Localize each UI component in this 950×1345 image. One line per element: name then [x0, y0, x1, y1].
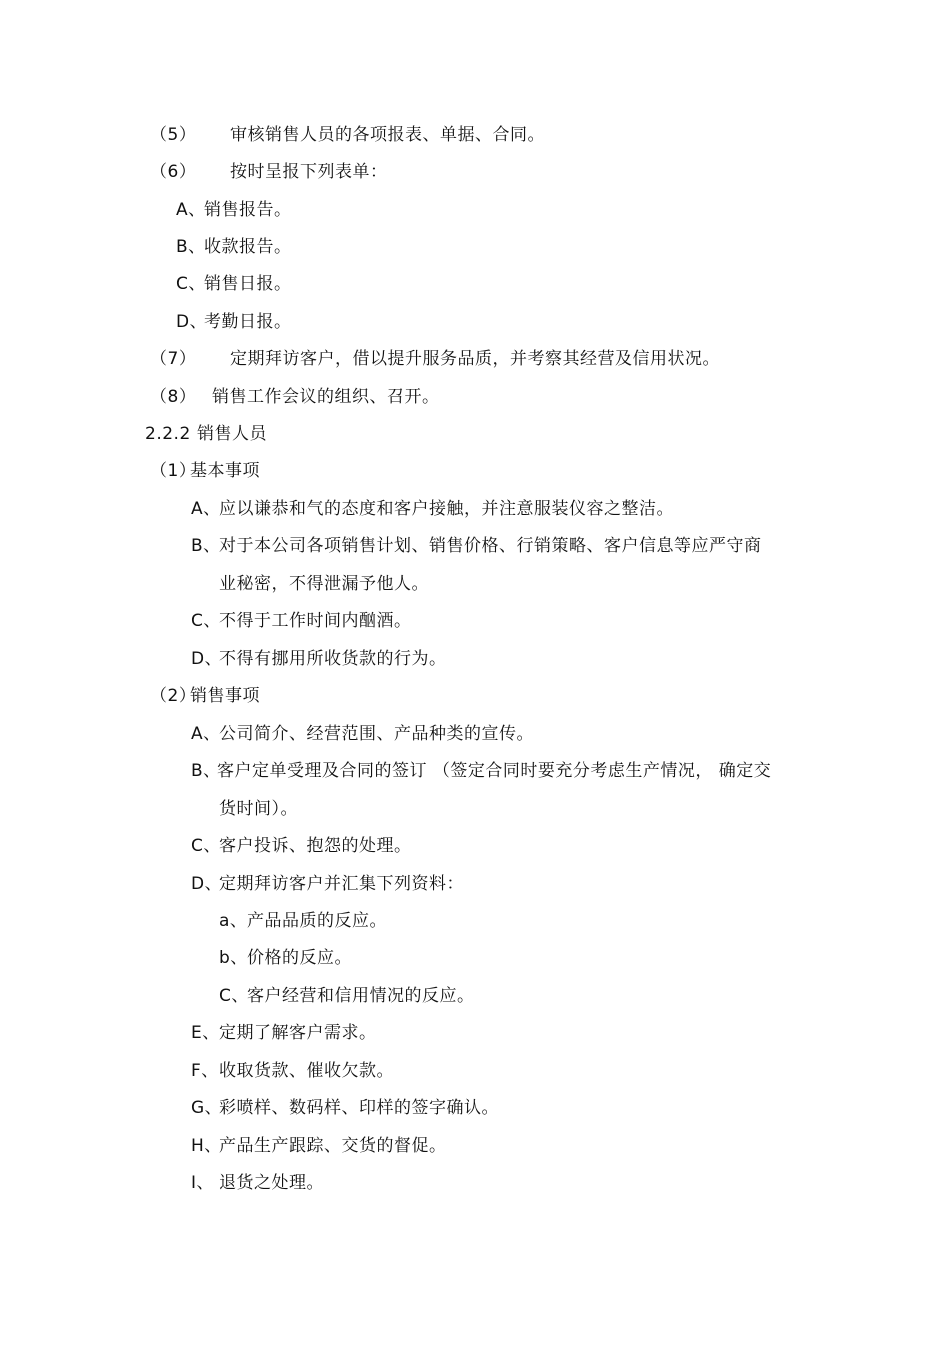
list-item: [176, 236, 292, 258]
list-item: [150, 386, 440, 408]
list-item: [150, 348, 720, 370]
list-item: [219, 985, 475, 1007]
item-marker: G、: [191, 1098, 223, 1118]
list-item: [176, 311, 292, 333]
list-item: [150, 124, 545, 146]
item-marker: （2）: [150, 686, 197, 706]
item-marker: I、: [191, 1173, 215, 1193]
list-item-continuation: [219, 798, 298, 820]
item-text: 产品品质的反应。: [247, 911, 387, 931]
list-item: [150, 161, 388, 183]
item-text: 考勤日报。: [204, 312, 292, 332]
item-text: 货时间）。: [219, 799, 298, 819]
list-item: [219, 910, 387, 932]
item-text: 定期了解客户需求。: [219, 1023, 377, 1043]
item-text: 公司简介、经营范围、产品种类的宣传。: [219, 724, 534, 744]
item-text: 审核销售人员的各项报表、单据、合同。: [230, 125, 545, 145]
list-item: [191, 723, 534, 745]
list-item: [191, 610, 412, 632]
item-marker: （8）: [150, 387, 197, 407]
item-marker: D、: [191, 649, 223, 669]
item-text: 客户投诉、抱怨的处理。: [219, 836, 412, 856]
item-text: 彩喷样、数码样、印样的签字确认。: [219, 1098, 499, 1118]
item-text: 按时呈报下列表单：: [230, 162, 388, 182]
list-item: [191, 535, 762, 557]
item-text: 不得于工作时间内酗酒。: [219, 611, 412, 631]
item-marker: （7）: [150, 349, 197, 369]
item-marker: A、: [191, 499, 221, 519]
item-marker: F、: [191, 1061, 219, 1081]
subsection-heading: [150, 685, 260, 707]
section-heading: [145, 423, 267, 445]
item-text: 基本事项: [190, 461, 260, 481]
item-text: 收款报告。: [204, 237, 292, 257]
item-marker: a、: [219, 911, 248, 931]
item-text: 销售工作会议的组织、召开。: [212, 387, 440, 407]
item-text: 定期拜访客户并汇集下列资料：: [219, 874, 464, 894]
item-marker: C、: [191, 836, 221, 856]
item-text: 客户定单受理及合同的签订 （签定合同时要充分考虑生产情况， 确定交: [217, 761, 772, 781]
subsection-heading: [150, 460, 260, 482]
item-text: 收取货款、催收欠款。: [219, 1061, 394, 1081]
item-text: 业秘密，不得泄漏予他人。: [219, 574, 429, 594]
item-marker: C、: [176, 274, 206, 294]
item-text: 对于本公司各项销售计划、销售价格、行销策略、客户信息等应严守商: [219, 536, 762, 556]
list-item: [176, 199, 292, 221]
item-marker: （1）: [150, 461, 197, 481]
item-text: 销售事项: [190, 686, 260, 706]
item-marker: B、: [176, 237, 206, 257]
item-marker: A、: [176, 200, 206, 220]
item-text: 不得有挪用所收货款的行为。: [219, 649, 447, 669]
list-item: [191, 835, 412, 857]
list-item: [191, 648, 447, 670]
list-item: [191, 1135, 447, 1157]
item-marker: C、: [219, 986, 249, 1006]
item-text: 客户经营和信用情况的反应。: [247, 986, 475, 1006]
item-text: 销售报告。: [204, 200, 292, 220]
list-item: [191, 760, 771, 782]
item-marker: A、: [191, 724, 221, 744]
list-item: [219, 947, 352, 969]
list-item: [176, 273, 292, 295]
item-marker: D、: [191, 874, 223, 894]
list-item: [191, 1022, 377, 1044]
item-marker: （5）: [150, 125, 197, 145]
item-marker: b、: [219, 948, 248, 968]
section-title: 销售人员: [197, 424, 267, 444]
item-text: 产品生产跟踪、交货的督促。: [219, 1136, 447, 1156]
item-text: 定期拜访客户，借以提升服务品质，并考察其经营及信用状况。: [230, 349, 720, 369]
list-item: [191, 1060, 394, 1082]
section-number: 2.2.2: [145, 424, 191, 444]
item-marker: B、: [191, 536, 221, 556]
item-text: 销售日报。: [204, 274, 292, 294]
item-marker: H、: [191, 1136, 222, 1156]
item-text: 退货之处理。: [219, 1173, 324, 1193]
item-marker: E、: [191, 1023, 220, 1043]
item-marker: C、: [191, 611, 221, 631]
item-marker: D、: [176, 312, 208, 332]
item-text: 价格的反应。: [247, 948, 352, 968]
list-item: [191, 498, 674, 520]
list-item: [191, 1172, 324, 1194]
item-marker: （6）: [150, 162, 197, 182]
item-text: 应以谦恭和气的态度和客户接触，并注意服装仪容之整洁。: [219, 499, 674, 519]
list-item: [191, 873, 464, 895]
item-marker: B、: [191, 761, 221, 781]
list-item: [191, 1097, 499, 1119]
list-item-continuation: [219, 573, 429, 595]
